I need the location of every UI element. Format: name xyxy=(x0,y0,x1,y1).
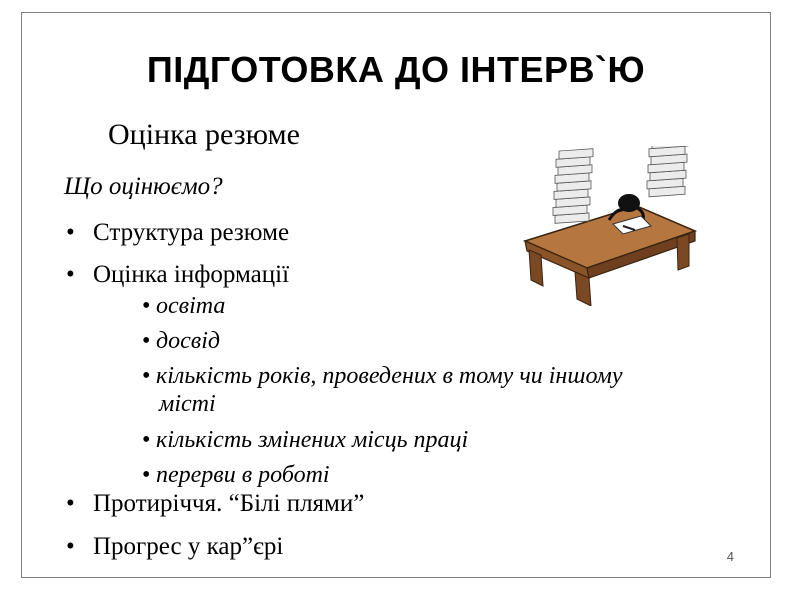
bullet-text: Оцінка інформації xyxy=(93,261,290,288)
bullet-item xyxy=(66,219,289,247)
sub-bullet-item xyxy=(142,426,468,454)
bullet-item xyxy=(66,533,283,561)
bullet-icon: • xyxy=(66,490,75,517)
sub-bullet-item xyxy=(142,292,225,320)
sub-bullet-text: кількість змінених місць праці xyxy=(156,427,469,453)
sub-bullet-icon: • xyxy=(142,462,151,488)
sub-bullet-text: досвід xyxy=(156,328,221,354)
bullet-text: Прогрес у кар”єрі xyxy=(93,533,284,560)
bullet-text: Протиріччя. “Білі плями” xyxy=(93,490,365,517)
bullet-icon: • xyxy=(66,219,75,246)
sub-bullet-text: освіта xyxy=(156,293,226,319)
sub-bullet-item xyxy=(142,461,330,489)
bullet-item xyxy=(66,490,364,518)
sub-bullet-item xyxy=(142,327,220,355)
slide-title: ПІДГОТОВКА ДО ІНТЕРВ`Ю xyxy=(146,49,646,90)
sub-bullet-continuation: місті xyxy=(159,391,216,417)
sub-bullet-icon: • xyxy=(142,363,151,389)
desk-with-paper-stacks-icon xyxy=(517,146,697,306)
slide-subtitle: Оцінка резюме xyxy=(108,118,300,151)
bullet-item xyxy=(66,261,289,289)
sub-bullet-text: перерви в роботі xyxy=(156,462,330,488)
sub-bullet-icon: • xyxy=(142,427,151,453)
bullet-icon: • xyxy=(66,261,75,288)
sub-bullet-icon: • xyxy=(142,293,151,319)
sub-bullet-icon: • xyxy=(142,328,151,354)
page-number: 4 xyxy=(726,549,734,564)
sub-bullet-item xyxy=(142,362,623,418)
bullet-text: Структура резюме xyxy=(93,219,290,246)
question-text: Що оцінюємо? xyxy=(64,173,223,200)
slide xyxy=(21,12,771,578)
sub-bullet-text: кількість років, проведених в тому чи іншому xyxy=(156,363,623,389)
bullet-icon: • xyxy=(66,533,75,560)
